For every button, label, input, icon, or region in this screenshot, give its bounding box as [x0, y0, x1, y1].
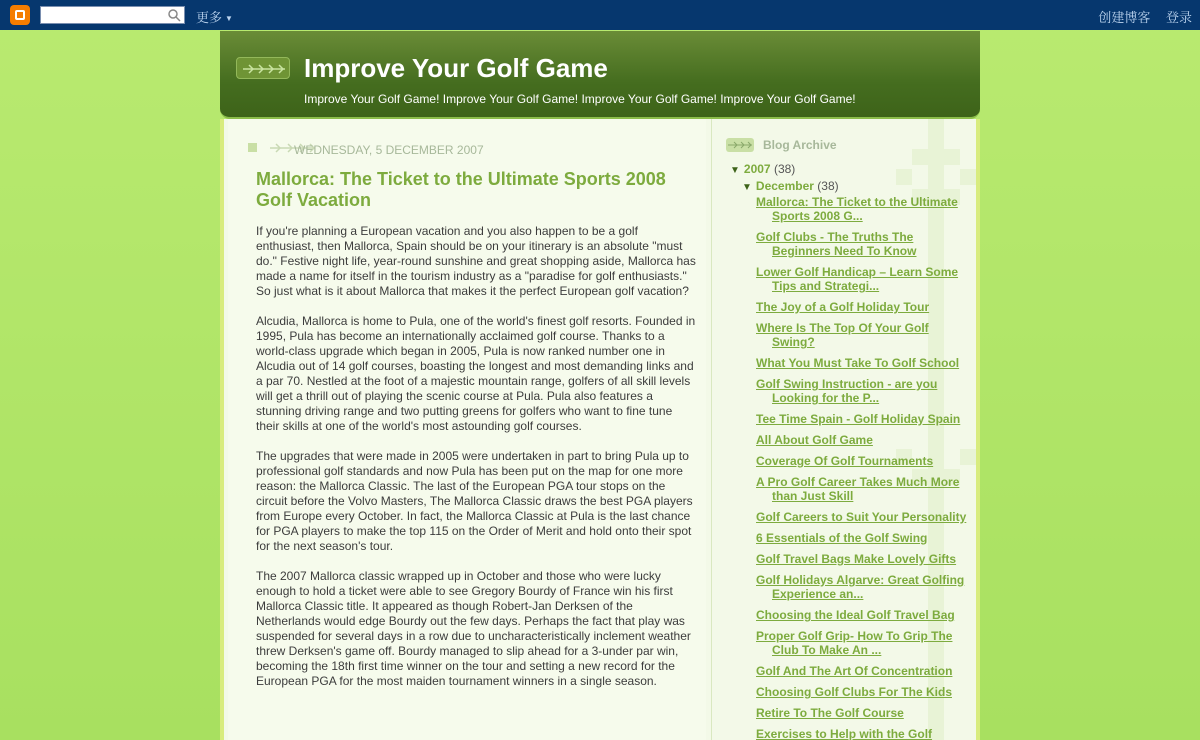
archive-post-link[interactable]: All About Golf Game	[756, 433, 873, 447]
archive-post-link[interactable]: Choosing Golf Clubs For The Kids	[756, 685, 952, 699]
blog-description: Improve Your Golf Game! Improve Your Golf Game! Improve Your Golf Game! Improve Your Golf Game!	[304, 92, 856, 106]
chevron-down-icon: ▼	[225, 14, 233, 24]
triangle-down-icon[interactable]: ▼	[730, 165, 740, 176]
sidebar	[711, 119, 976, 740]
list-item	[756, 265, 971, 293]
archive-post-list	[756, 195, 971, 740]
archive-year-row	[730, 162, 795, 176]
post-body	[256, 224, 696, 704]
list-item	[756, 685, 971, 699]
list-item	[756, 433, 971, 447]
archive-post-link[interactable]: The Joy of a Golf Holiday Tour	[756, 300, 930, 314]
bullet-icon	[248, 143, 257, 152]
blogger-logo-icon[interactable]	[10, 5, 30, 25]
list-item	[756, 629, 971, 657]
archive-post-link[interactable]: A Pro Golf Career Takes Much More than Just Skill	[756, 475, 960, 503]
archive-post-link[interactable]: Where Is The Top Of Your Golf Swing?	[756, 321, 929, 349]
archive-post-link[interactable]: Golf And The Art Of Concentration	[756, 664, 953, 678]
more-menu-button[interactable]	[196, 7, 233, 26]
list-item	[756, 510, 971, 524]
list-item	[756, 706, 971, 720]
archive-title: Blog Archive	[763, 138, 837, 152]
archive-post-link[interactable]: 6 Essentials of the Golf Swing	[756, 531, 928, 545]
archive-post-link[interactable]: Golf Holidays Algarve: Great Golfing Experience an...	[756, 573, 965, 601]
post-date: WEDNESDAY, 5 DECEMBER 2007	[294, 143, 484, 157]
archive-post-link[interactable]: Coverage Of Golf Tournaments	[756, 454, 934, 468]
main-column	[228, 119, 706, 740]
list-item	[756, 573, 971, 601]
blogger-navbar	[0, 0, 1200, 30]
archive-post-link[interactable]: Golf Swing Instruction - are you Looking for the P...	[756, 377, 938, 405]
archive-post-link[interactable]: Tee Time Spain - Golf Holiday Spain	[756, 412, 961, 426]
list-item	[756, 608, 971, 622]
list-item	[756, 454, 971, 468]
more-label: 更多	[196, 10, 223, 25]
post-paragraph: If you're planning a European vacation and you also happen to be a golf enthusiast, then Mallorca, Spain should be on your itinerary is an absolute "must do." Festive night life, year-round sunshine and great shopping aside, Mallorca has made a name for itself in the tourism industry as a "paradise for golf enthusiasts." So just what is it about Mallorca that makes it the perfect European golf vacation?	[256, 224, 696, 298]
archive-post-link[interactable]: Golf Careers to Suit Your Personality	[756, 510, 967, 524]
archive-month-row	[742, 179, 839, 193]
navbar-right	[1086, 7, 1192, 26]
list-item	[756, 727, 971, 740]
blog-header	[220, 31, 980, 119]
list-item	[756, 412, 971, 426]
archive-post-link[interactable]: Exercises to Help with the Golf	[756, 727, 933, 740]
list-item	[756, 475, 971, 503]
archive-post-link[interactable]: Lower Golf Handicap – Learn Some Tips and Strategi...	[756, 265, 959, 293]
content-wrapper	[220, 119, 980, 740]
archive-post-link[interactable]: What You Must Take To Golf School	[756, 356, 960, 370]
archive-year-count: (38)	[773, 162, 796, 176]
blog-title[interactable]: Improve Your Golf Game	[304, 53, 608, 83]
arrows-icon	[236, 57, 290, 79]
navbar-search-input[interactable]	[40, 6, 185, 24]
search-icon[interactable]	[167, 8, 181, 22]
list-item	[756, 321, 971, 349]
archive-post-link[interactable]: Retire To The Golf Course	[756, 706, 904, 720]
create-blog-link[interactable]: 创建博客	[1098, 10, 1151, 25]
archive-year-link[interactable]: 2007	[743, 162, 771, 176]
archive-month-link[interactable]: December	[755, 179, 814, 193]
list-item	[756, 356, 971, 370]
archive-header	[726, 137, 966, 155]
list-item	[756, 300, 971, 314]
archive-post-link[interactable]: Choosing the Ideal Golf Travel Bag	[756, 608, 955, 622]
archive-post-link[interactable]: Golf Clubs - The Truths The Beginners Need To Know	[756, 230, 917, 258]
list-item	[756, 531, 971, 545]
post-date-row	[248, 141, 688, 157]
list-item	[756, 377, 971, 405]
archive-post-link[interactable]: Mallorca: The Ticket to the Ultimate Sports 2008 G...	[756, 195, 958, 223]
archive-post-link[interactable]: Golf Travel Bags Make Lovely Gifts	[756, 552, 957, 566]
post-title[interactable]: Mallorca: The Ticket to the Ultimate Sports 2008 Golf Vacation	[256, 169, 666, 210]
post-paragraph: The upgrades that were made in 2005 were undertaken in part to bring Pula up to professional golf standards and now Pula has been put on the map for one more reason: the Mallorca Classic. The last of the European PGA tour stops on the circuit before the Volvo Masters, The Mallorca Classic draws the best PGA players from Europe every October. In fact, the Mallorca Classic at Pula is the last chance for PGA players to make the top 115 on the Order of Merit and hold onto their spot for the next season's tour.	[256, 449, 693, 553]
triangle-down-icon[interactable]: ▼	[742, 182, 752, 193]
post-paragraph: The 2007 Mallorca classic wrapped up in October and those who were lucky enough to hold a ticket were able to see Gregory Bourdy of France win his first Mallorca Classic title. It appeared as though Robert-Jan Derksen of the Netherlands would edge Bourdy out the few days. Perhaps the fact that play was suspended for several days in a row due to uncharacteristically inclement weather threw Derksen's game off. Bourdy managed to slip ahead for a 3-under par win, becoming the 18th first time winner on the tour and setting a new record for the European PGA for the most maiden tournament winners in a single season.	[256, 569, 691, 688]
list-item	[756, 552, 971, 566]
archive-post-link[interactable]: Proper Golf Grip- How To Grip The Club To Make An ...	[756, 629, 953, 657]
list-item	[756, 230, 971, 258]
arrows-icon	[726, 138, 754, 152]
archive-month-count: (38)	[817, 179, 839, 193]
list-item	[756, 664, 971, 678]
list-item	[756, 195, 971, 223]
post-paragraph: Alcudia, Mallorca is home to Pula, one of the world's finest golf resorts. Founded in 1995, Pula has become an internationally acclaimed golf course. Thanks to a world-class upgrade which began in 2005, Pula is now ranked number one in Alcudia out of 14 golf courses, boasting the longest and most demanding links and a par 70. Nestled at the foot of a majestic mountain range, golfers of all skill levels will get a thrill out of playing the scenic course at Pula. Pula also features a stunning driving range and two putting greens for golfers who want to fine tune their skills at one of the world's most astounding golf courses.	[256, 314, 696, 433]
login-link[interactable]: 登录	[1165, 10, 1192, 25]
